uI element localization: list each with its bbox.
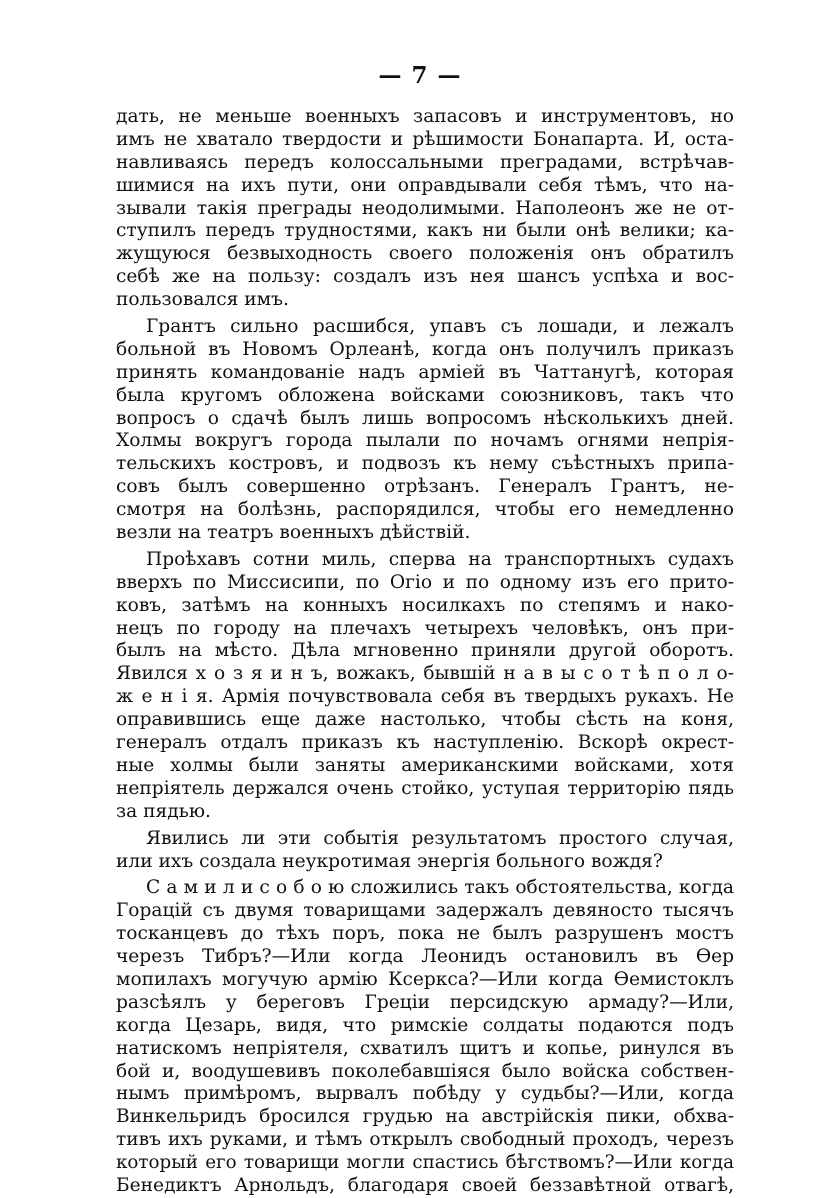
text-line: совъ былъ совершенно отрѣзанъ. Генералъ Грантъ, не- [116,476,734,498]
text-line: черезъ Тибръ?—Или когда Леонидъ остановилъ въ Ѳер [116,946,734,968]
text-line: былъ на мѣсто. Дѣла мгновенно приняли другой оборотъ. [116,640,734,662]
text-line: ступилъ передъ трудностями, какъ ни были онѣ велики; ка- [116,220,734,242]
text-line: ж е н і я. Армія почувствовала себя въ твердыхъ рукахъ. Не [116,686,734,708]
text-line: зывали такія преграды неодолимыми. Наполеонъ же не от- [116,197,734,219]
text-line: нецъ по городу на плечахъ четырехъ человѣкъ, онъ при- [116,617,734,639]
text-line: ные холмы были заняты американскими войсками, хотя [116,754,734,776]
text-line: жущуюся безвыходность своего положенія онъ обратилъ [116,243,734,265]
text-line: себѣ же на пользу: создалъ изъ нея шансъ успѣха и вос- [116,266,734,288]
paragraph [116,316,734,545]
text-line: пользовался имъ. [116,289,289,311]
text-line: больной въ Новомъ Орлеанѣ, когда онъ получилъ приказъ [116,338,734,360]
text-line: ковъ, затѣмъ на конныхъ носилкахъ по степямъ и нако- [116,594,734,616]
text-line: или ихъ создала неукротимая энергія больного вождя? [116,850,663,872]
text-line: Проѣхавъ сотни миль, сперва на транспортныхъ судахъ [146,548,734,570]
text-line: который его товарищи могли спастись бѣгствомъ?—Или когда [116,1152,734,1174]
text-line: Горацій съ двумя товарищами задержалъ девяносто тысячъ [116,900,734,922]
text-line: Явились ли эти событія результатомъ простого случая, [146,827,734,849]
text-line: Бенедиктъ Арнольдъ, благодаря своей беззавѣтной отвагѣ, [116,1174,734,1196]
text-line: бой и, воодушевивъ поколебавшіяся было войска собствен- [116,1060,734,1082]
text-line: Явился х о з я и н ъ, вожакъ, бывшій н а в ы с о т ѣ п о л о- [116,663,734,685]
text-line: тосканцевъ до тѣхъ поръ, пока не былъ разрушенъ мостъ [116,923,734,945]
text-line: шимися на ихъ пути, они оправдывали себя тѣмъ, что на- [116,174,734,196]
paragraph [116,877,734,1197]
text-line: вопросъ о сдачѣ былъ лишь вопросомъ нѣсколькихъ дней. [116,407,734,429]
paragraph [116,828,734,874]
text-line: везли на театръ военныхъ дѣйствій. [116,522,471,544]
text-line: непріятель держался очень стойко, уступая территорію пядь [116,777,734,799]
text-line: Грантъ сильно расшибся, упавъ съ лошади, и лежалъ [146,316,734,338]
text-line: навливаясь передъ колоссальными преградами, встрѣчав- [116,151,734,173]
text-line: смотря на болѣзнь, распорядился, чтобы его немедленно [116,499,734,521]
page-number: — 7 — [378,62,462,89]
text-line: имъ не хватало твердости и рѣшимости Бонапарта. И, оста- [116,128,734,150]
text-line: натискомъ непріятеля, схватилъ щитъ и копье, ринулся въ [116,1037,734,1059]
text-line: дать, не меньше военныхъ запасовъ и инструментовъ, но [116,106,734,127]
text-line: генералъ отдалъ приказъ къ наступленію. Вскорѣ окрест- [116,732,734,754]
text-line: С а м и л и с о б о ю сложились такъ обстоятельства, когда [146,877,734,899]
text-line: Холмы вокругъ города пылали по ночамъ огнями непрія- [116,430,734,452]
text-line: была кругомъ обложена войсками союзниковъ, такъ что [116,384,734,406]
text-line: оправившись еще даже настолько, чтобы сѣсть на коня, [116,709,734,731]
text-line: вверхъ по Миссисипи, по Огіо и по одному изъ его прито- [116,571,734,593]
paragraph [116,106,734,312]
text-line: когда Цезарь, видя, что римскіе солдаты подаются подъ [116,1014,734,1036]
text-line: нымъ примѣромъ, вырвалъ побѣду у судьбы?—Или, когда [116,1083,734,1105]
body-text [116,106,734,1198]
text-line: Винкельридъ бросился грудью на австрійскія пики, обхва- [116,1106,734,1128]
text-line: мопилахъ могучую армію Ксеркса?—Или когда Ѳемистоклъ [116,968,734,990]
text-line: разсѣялъ у береговъ Греціи персидскую армаду?—Или, [116,991,734,1013]
paragraph [116,549,734,824]
text-line: за пядью. [116,800,211,822]
text-line: принять командованіе надъ арміей въ Чаттанугѣ, которая [116,361,734,383]
text-line: тивъ ихъ руками, и тѣмъ открылъ свободный проходъ, черезъ [116,1129,734,1151]
text-line: тельскихъ костровъ, и подвозъ къ нему съѣстныхъ припа- [116,453,734,475]
